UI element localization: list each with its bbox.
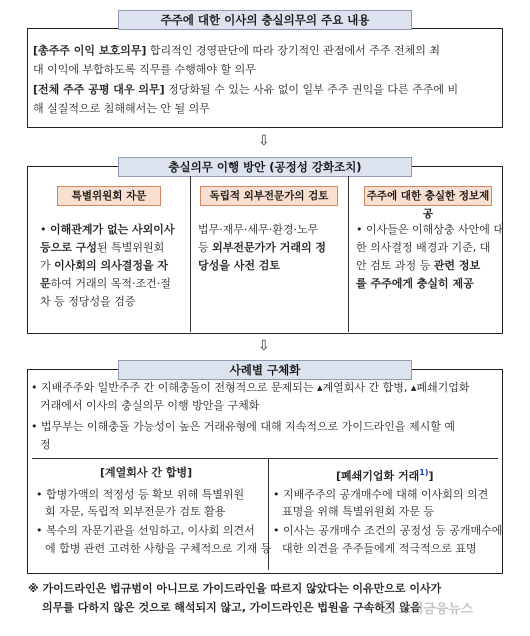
shareholder-info-line-3: 안 검토 과정 등 관련 정보 xyxy=(356,259,481,272)
shareholder-info-heading: 주주에 대한 충실한 정보제공 xyxy=(364,186,492,206)
duty-item-1 xyxy=(33,42,440,60)
special-committee-line-5: 차 등 정당성을 검증 xyxy=(40,295,136,308)
duty-item-2-cont: 해 실질적으로 침해해서는 안 될 의무 xyxy=(33,102,210,115)
merger-line-3: • 복수의 자문기관을 선임하고, 이사회 의견서 xyxy=(36,524,255,537)
measures-title: 충실의무 이행 방안 (공정성 강화조치) xyxy=(118,157,412,177)
special-committee-line-3: 가 이사회의 의사결정을 자 xyxy=(40,259,169,272)
shareholder-info-line-2: 한 의사결정 배경과 기준, 대 xyxy=(356,241,491,254)
special-committee-line-4: 문하여 거래의 목적·조건·절 xyxy=(40,277,171,290)
special-committee-line-1: • 이해관계가 없는 사외이사 xyxy=(40,223,175,236)
watermark-logo-icon xyxy=(380,600,394,614)
measures-divider-2 xyxy=(348,176,349,332)
case-title: 사례별 구체화 xyxy=(118,360,412,380)
shareholder-info-line-1: • 이사들은 이해상충 사안에 대 xyxy=(356,223,505,236)
merger-line-4: 에 합병 관련 고려한 사항을 구체적으로 기재 등 xyxy=(45,542,272,555)
external-expert-line-1: 법무·재무·세무·환경·노무 xyxy=(198,223,319,236)
duty-item-1-text: 합리적인 경영판단에 따라 장기적인 관점에서 주주 전체의 최 xyxy=(146,44,440,57)
going-private-heading: [폐쇄기업화 거래$^{1)}$] xyxy=(336,468,434,483)
watermark: 조세금융뉴스 xyxy=(398,602,474,617)
footnote-line-1: ※ 가이드라인은 법규범이 아니므로 가이드라인을 따르지 않았다는 이유만으로 이사가 xyxy=(28,582,442,595)
external-expert-line-2: 등 외부전문가가 거래의 정 xyxy=(198,241,327,254)
external-expert-heading: 독립적 외부전문가의 검토 xyxy=(200,186,338,206)
case-bullet-1: • 지배주주와 일반주주 간 이해충돌이 전형적으로 문제되는 ▴계열회사 간 합병, ▴폐쇄기업화 xyxy=(31,381,470,394)
merger-heading: [계열회사 간 합병] xyxy=(100,466,193,479)
duty-item-1-label: [총주주 이익 보호의무] xyxy=(33,44,147,57)
case-bullet-2-cont: 정 xyxy=(40,438,51,451)
merger-line-2: 회 자문, 독립적 외부전문가 검토 활용 xyxy=(45,505,226,518)
footnote-line-2: 의무를 다하지 않은 것으로 해석되지 않고, 가이드라인은 법원을 구속하지 않음 xyxy=(42,601,421,614)
bullet-icon: • xyxy=(40,223,47,236)
shareholder-info-line-4: 를 주주에게 충실히 제공 xyxy=(356,277,474,290)
case-bullet-1-cont: 거래에서 이사의 충실의무 이행 방안을 구체화 xyxy=(40,399,260,412)
case-subbox-top xyxy=(32,458,498,459)
going-private-line-2: 표명을 위해 특별위원회 자문 등 xyxy=(282,505,435,518)
duty-item-2-text: 정당화될 수 있는 사유 없이 일부 주주 권익을 다른 주주에 비 xyxy=(164,83,459,96)
duty-item-2-label: [전체 주주 공평 대우 의무] xyxy=(33,83,165,96)
down-arrow-icon: ⇩ xyxy=(258,338,270,354)
going-private-line-3: • 이사는 공개매수 조건의 공정성 등 공개매수에 xyxy=(273,524,503,537)
special-committee-line-2: 등으로 구성된 특별위원회 xyxy=(40,241,165,254)
merger-line-1: • 합병가액의 적정성 등 확보 위해 특별위원 xyxy=(36,488,245,501)
going-private-line-4: 대한 의견을 주주들에게 적극적으로 표명 xyxy=(282,542,477,555)
special-committee-heading: 특별위원회 자문 xyxy=(57,186,161,206)
going-private-line-1: • 지배주주의 공개매수에 대해 이사회의 의견 xyxy=(273,488,489,501)
measures-divider-1 xyxy=(190,176,191,332)
case-bullet-2: • 법무부는 이해충돌 가능성이 높은 거래유형에 대해 지속적으로 가이드라인을 제시할 예 xyxy=(31,420,456,433)
down-arrow-icon: ⇩ xyxy=(258,133,270,149)
duty-item-1-cont: 대 이익에 부합하도록 직무를 수행해야 할 의무 xyxy=(33,63,256,76)
external-expert-line-3: 당성을 사전 검토 xyxy=(198,259,281,272)
duty-item-2 xyxy=(33,81,458,99)
duty-summary-title: 주주에 대한 이사의 충실의무의 주요 내용 xyxy=(118,10,412,30)
